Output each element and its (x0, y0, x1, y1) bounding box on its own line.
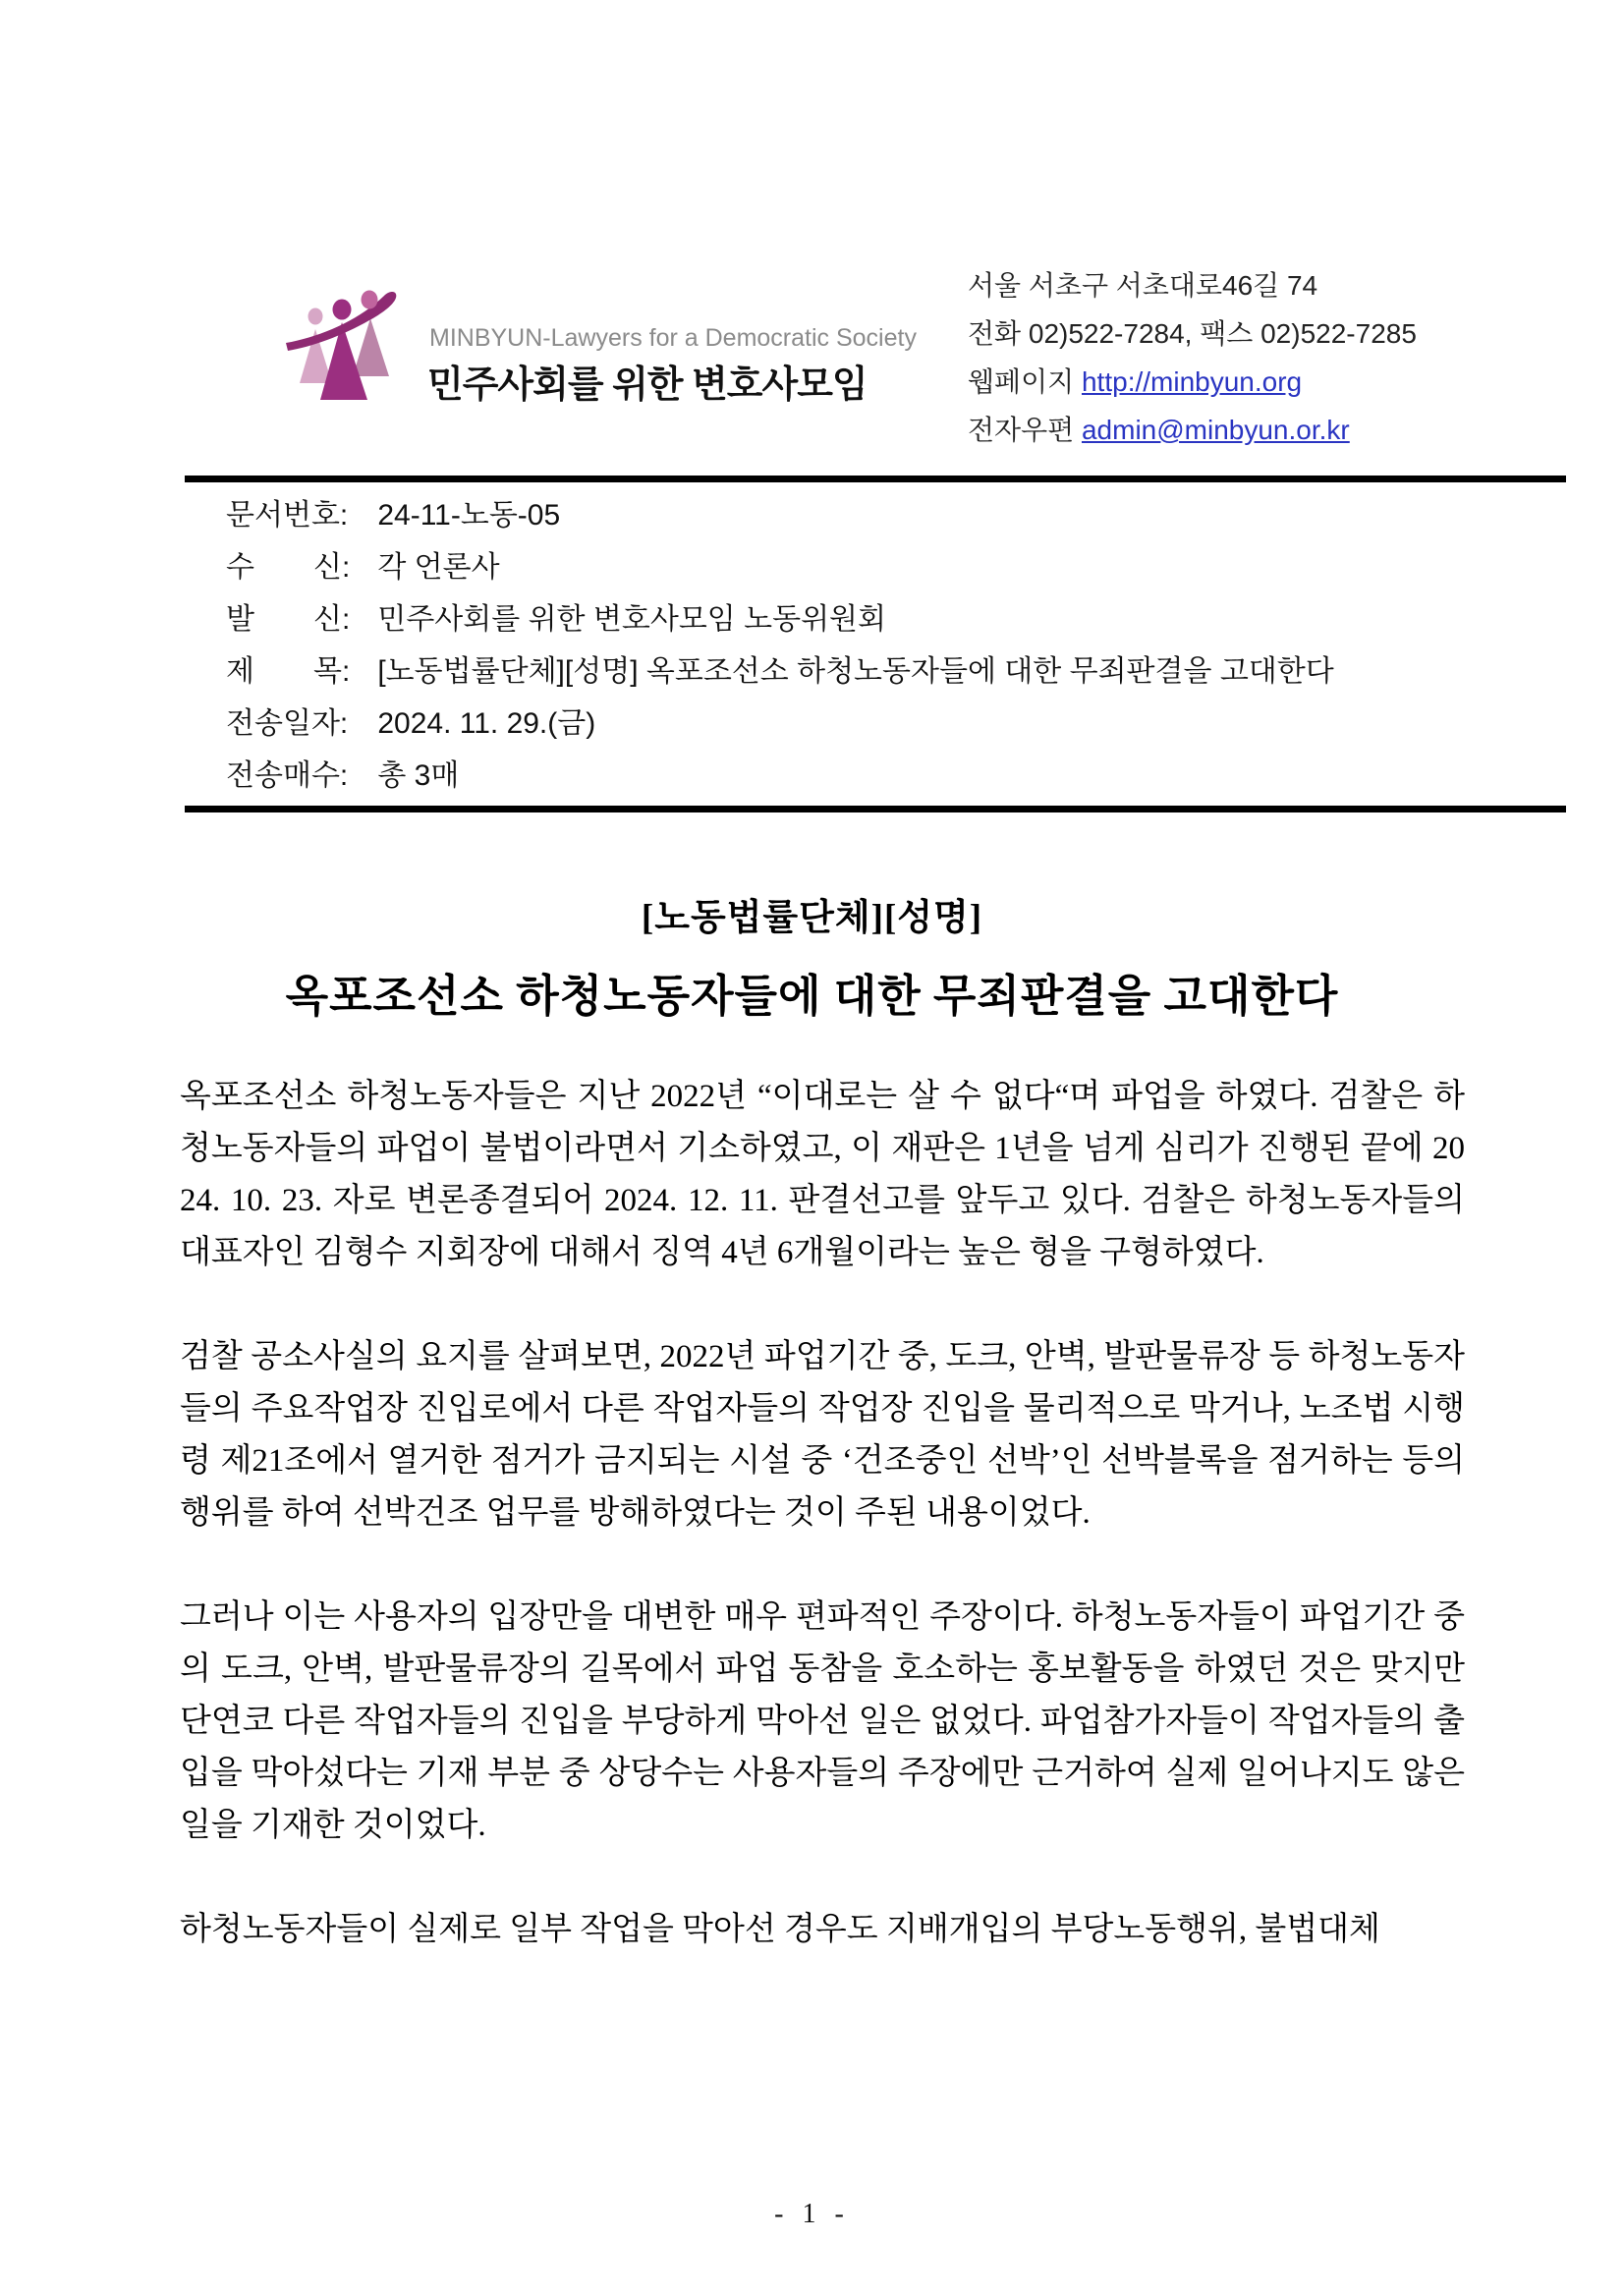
meta-label: 전송일자: (226, 707, 349, 740)
body-paragraph: 옥포조선소 하청노동자들은 지난 2022년 “이대로는 살 수 없다“며 파업을 하였다. 검찰은 하청노동자들의 파업이 불법이라면서 기소하였고, 이 재판은 1년을 넘게 심리가 진행된 끝에 2024. 10. 23. 자로 변론종결되어 2024. 12. 11. 판결선고를 앞두고 있다. 검찰은 하청노동자들의 대표자인 김형수 지회장에 대해서 징역 4년 6개월이라는 높은 형을 구형하였다. (180, 1079, 1465, 1270)
document-meta (226, 489, 1334, 802)
contact-block (968, 261, 1417, 454)
email-link[interactable]: admin@minbyun.or.kr (1081, 415, 1350, 445)
meta-row-subject (226, 645, 1334, 698)
page-number: - 1 - (774, 2199, 850, 2229)
meta-row-doc-number (226, 489, 1334, 541)
meta-row-sender (226, 593, 1334, 645)
divider-bottom (185, 806, 1566, 812)
logo-english-name: MINBYUN-Lawyers for a Democratic Society (429, 324, 917, 352)
meta-value: 총 3매 (377, 759, 460, 792)
meta-value: 24-11-노동-05 (377, 499, 561, 532)
minbyun-logo-icon (285, 288, 415, 427)
meta-row-send-date (226, 698, 1334, 750)
meta-value: 각 언론사 (377, 551, 500, 584)
body-paragraph: 하청노동자들이 실제로 일부 작업을 막아선 경우도 지배개입의 부당노동행위, 불법대체 (180, 1912, 1380, 1947)
meta-label: 발 신: (226, 603, 351, 636)
statement-title (0, 887, 1624, 1024)
meta-value: 민주사회를 위한 변호사모임 노동위원회 (377, 603, 887, 636)
contact-email-label: 전자우편 (968, 415, 1075, 445)
contact-web-row (968, 358, 1417, 406)
body-paragraph: 그러나 이는 사용자의 입장만을 대변한 매우 편파적인 주장이다. 하청노동자들이 파업기간 중의 도크, 안벽, 발판물류장의 길목에서 파업 동참을 호소하는 홍보활동을 하였던 것은 맞지만 단연코 다른 작업자들의 진입을 부당하게 막아선 일은 없었다. 파업참가자들이 작업자들의 출입을 막아섰다는 기재 부분 중 상당수는 사용자들의 주장에만 근거하여 실제 일어나지도 않은 일을 기재한 것이었다. (180, 1599, 1465, 1843)
statement-title-main: 옥포조선소 하청노동자들에 대한 무죄판결을 고대한다 (285, 972, 1339, 1021)
contact-email-row (968, 406, 1417, 454)
meta-label: 문서번호: (226, 499, 349, 532)
meta-label: 제 목: (226, 655, 351, 688)
meta-value: [노동법률단체][성명] 옥포조선소 하청노동자들에 대한 무죄판결을 고대한다 (377, 655, 1334, 688)
meta-row-page-count (226, 750, 1334, 802)
contact-address: 서울 서초구 서초대로46길 74 (968, 270, 1318, 301)
meta-label: 수 신: (226, 551, 351, 584)
contact-web-label: 웹페이지 (968, 366, 1075, 397)
divider-top (185, 476, 1566, 482)
website-link[interactable]: http://minbyun.org (1081, 366, 1303, 397)
meta-label: 전송매수: (226, 759, 349, 792)
meta-value: 2024. 11. 29.(금) (377, 707, 596, 740)
meta-row-recipient (226, 541, 1334, 593)
statement-body (180, 1071, 1465, 1956)
statement-title-tag: [노동법률단체][성명] (641, 898, 983, 938)
body-paragraph: 검찰 공소사실의 요지를 살펴보면, 2022년 파업기간 중, 도크, 안벽, 발판물류장 등 하청노동자들의 주요작업장 진입로에서 다른 작업자들의 작업장 진입을 물리적으로 막거나, 노조법 시행령 제21조에서 열거한 점거가 금지되는 시설 중 ‘건조중인 선박’인 선박블록을 점거하는 등의 행위를 하여 선박건조 업무를 방해하였다는 것이 주된 내용이었다. (180, 1339, 1465, 1531)
contact-phone-fax: 전화 02)522-7284, 팩스 02)522-7285 (968, 318, 1417, 349)
logo-korean-name: 민주사회를 위한 변호사모임 (427, 364, 868, 406)
